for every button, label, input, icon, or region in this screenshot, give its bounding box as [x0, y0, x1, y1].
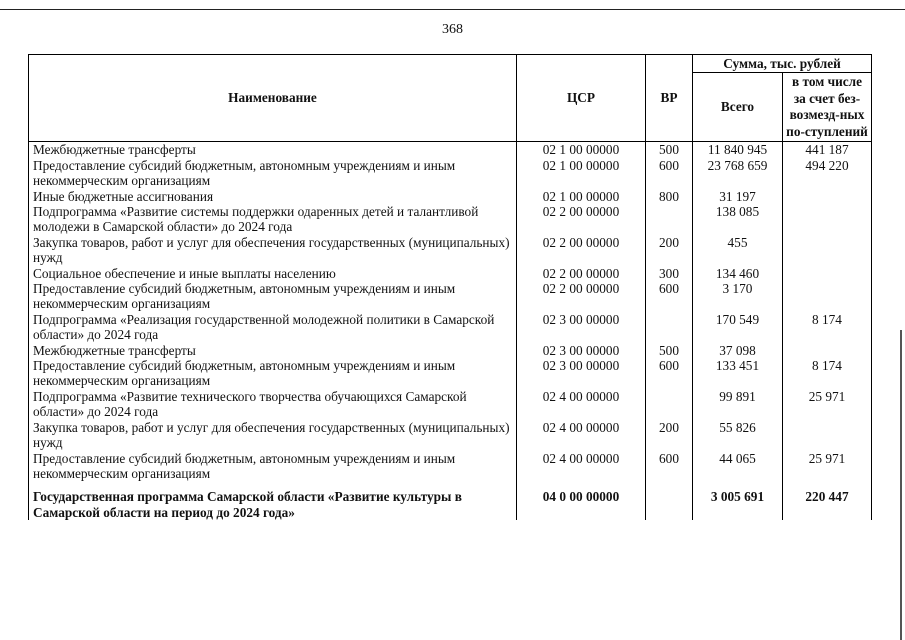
row-free: 8 174 — [783, 358, 872, 389]
row-vr: 600 — [646, 281, 693, 312]
row-vr: 200 — [646, 420, 693, 451]
row-free: 8 174 — [783, 312, 872, 343]
table-row — [29, 481, 872, 520]
row-total: 133 451 — [693, 358, 783, 389]
row-csr: 02 2 00 00000 — [517, 204, 646, 235]
row-csr: 02 2 00 00000 — [517, 266, 646, 281]
row-csr: 02 1 00 00000 — [517, 189, 646, 204]
budget-table — [28, 54, 872, 520]
row-name: Предоставление субсидий бюджетным, автономным учреждениям и иным некоммерческим организациям — [29, 358, 517, 389]
row-csr: 02 1 00 00000 — [517, 142, 646, 158]
table-row — [29, 389, 872, 420]
row-vr — [646, 389, 693, 420]
row-total: 99 891 — [693, 389, 783, 420]
row-name: Предоставление субсидий бюджетным, автономным учреждениям и иным некоммерческим организациям — [29, 158, 517, 189]
row-free: 25 971 — [783, 389, 872, 420]
row-csr: 02 2 00 00000 — [517, 235, 646, 266]
table-row — [29, 189, 872, 204]
row-total: 37 098 — [693, 343, 783, 358]
table-body — [29, 142, 872, 520]
row-free — [783, 281, 872, 312]
row-free — [783, 420, 872, 451]
row-name: Межбюджетные трансферты — [29, 343, 517, 358]
table-row — [29, 420, 872, 451]
row-name: Закупка товаров, работ и услуг для обеспечения государственных (муниципальных) нужд — [29, 420, 517, 451]
table-row — [29, 312, 872, 343]
row-csr: 04 0 00 00000 — [517, 481, 646, 520]
row-csr: 02 3 00 00000 — [517, 343, 646, 358]
row-free — [783, 266, 872, 281]
row-name: Подпрограмма «Развитие технического творчества обучающихся Самарской области» до 2024 года — [29, 389, 517, 420]
row-total: 31 197 — [693, 189, 783, 204]
header-vr: ВР — [646, 55, 693, 142]
header-csr: ЦСР — [517, 55, 646, 142]
row-vr — [646, 204, 693, 235]
table-row — [29, 204, 872, 235]
row-vr: 200 — [646, 235, 693, 266]
table-header — [29, 55, 872, 142]
row-total: 134 460 — [693, 266, 783, 281]
row-total: 3 005 691 — [693, 481, 783, 520]
row-total: 138 085 — [693, 204, 783, 235]
row-free — [783, 189, 872, 204]
row-name: Подпрограмма «Развитие системы поддержки одаренных детей и талантливой молодежи в Самарской области» до 2024 года — [29, 204, 517, 235]
row-total: 3 170 — [693, 281, 783, 312]
row-total: 11 840 945 — [693, 142, 783, 158]
row-csr: 02 1 00 00000 — [517, 158, 646, 189]
row-free — [783, 204, 872, 235]
header-free: в том числе за счет без-возмезд-ных по-ступлений — [783, 73, 872, 142]
row-name: Социальное обеспечение и иные выплаты населению — [29, 266, 517, 281]
header-total: Всего — [693, 73, 783, 142]
row-total: 455 — [693, 235, 783, 266]
row-vr: 500 — [646, 142, 693, 158]
table-row — [29, 358, 872, 389]
row-name: Закупка товаров, работ и услуг для обеспечения государственных (муниципальных) нужд — [29, 235, 517, 266]
header-name: Наименование — [29, 55, 517, 142]
top-rule — [0, 9, 905, 10]
row-name: Предоставление субсидий бюджетным, автономным учреждениям и иным некоммерческим организациям — [29, 451, 517, 482]
row-total: 23 768 659 — [693, 158, 783, 189]
row-vr: 600 — [646, 358, 693, 389]
row-csr: 02 4 00 00000 — [517, 420, 646, 451]
table-row — [29, 343, 872, 358]
row-name: Иные бюджетные ассигнования — [29, 189, 517, 204]
row-free: 220 447 — [783, 481, 872, 520]
row-free — [783, 343, 872, 358]
row-name: Межбюджетные трансферты — [29, 142, 517, 158]
table-row — [29, 235, 872, 266]
row-vr: 500 — [646, 343, 693, 358]
row-vr: 600 — [646, 158, 693, 189]
scan-edge-mark — [900, 330, 902, 640]
row-vr — [646, 481, 693, 520]
row-csr: 02 4 00 00000 — [517, 389, 646, 420]
row-name: Предоставление субсидий бюджетным, автономным учреждениям и иным некоммерческим организациям — [29, 281, 517, 312]
row-free: 441 187 — [783, 142, 872, 158]
row-total: 170 549 — [693, 312, 783, 343]
row-vr: 800 — [646, 189, 693, 204]
row-free: 25 971 — [783, 451, 872, 482]
row-name: Подпрограмма «Реализация государственной молодежной политики в Самарской области» до 2024 года — [29, 312, 517, 343]
table-row — [29, 281, 872, 312]
row-vr — [646, 312, 693, 343]
row-total: 55 826 — [693, 420, 783, 451]
row-csr: 02 4 00 00000 — [517, 451, 646, 482]
row-total: 44 065 — [693, 451, 783, 482]
row-free — [783, 235, 872, 266]
table-row — [29, 142, 872, 158]
table-row — [29, 266, 872, 281]
row-csr: 02 2 00 00000 — [517, 281, 646, 312]
row-free: 494 220 — [783, 158, 872, 189]
row-name: Государственная программа Самарской области «Развитие культуры в Самарской области на период до 2024 года» — [29, 481, 517, 520]
header-sum: Сумма, тыс. рублей — [693, 55, 872, 73]
row-csr: 02 3 00 00000 — [517, 358, 646, 389]
page-number: 368 — [442, 22, 463, 37]
row-vr: 600 — [646, 451, 693, 482]
table-row — [29, 451, 872, 482]
row-csr: 02 3 00 00000 — [517, 312, 646, 343]
row-vr: 300 — [646, 266, 693, 281]
table-row — [29, 158, 872, 189]
